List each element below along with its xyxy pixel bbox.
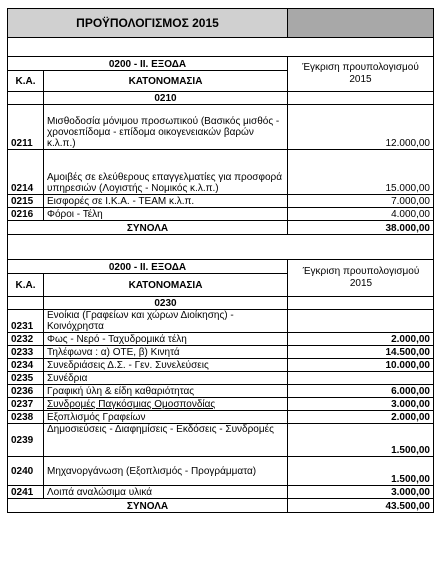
row-name: Εξοπλισμός Γραφείων [44,411,288,424]
row-amount: 10.000,00 [288,359,434,372]
row-name: Συνδρομές Παγκόσμιας Ομοσπονδίας [44,398,288,411]
row-amount: 3.000,00 [288,398,434,411]
row-amount: 3.000,00 [288,486,434,499]
name-header: ΚΑΤΟΝΟΜΑΣΙΑ [44,274,288,297]
row-name: Αμοιβές σε ελεύθερους επαγγελματίες για προσφορά υπηρεσιών (Λογιστής - Νομικός κ.λ.π.) [44,150,288,195]
code-header: Κ.Α. [8,274,44,297]
row-amount: 7.000,00 [288,195,434,208]
table-row [8,398,434,411]
amount-header [288,260,434,297]
row-name: Δημοσιεύσεις - Διαφημίσεις - Εκδόσεις - Συνδρομές [44,424,288,457]
row-name: Γραφική ύλη & είδη καθαριότητας [44,385,288,398]
row-code: 0234 [8,359,44,372]
section-row [8,260,434,274]
table-row [8,385,434,398]
group-row [8,297,434,310]
row-amount: 2.000,00 [288,411,434,424]
row-code: 0215 [8,195,44,208]
section-title: 0200 - ΙΙ. ΕΞΟΔΑ [8,260,288,274]
row-code: 0236 [8,385,44,398]
title-row [8,9,434,38]
row-code: 0214 [8,150,44,195]
table-row [8,150,434,195]
table-row [8,310,434,333]
page-title: ΠΡΟΫΠΟΛΟΓΙΣΜΟΣ 2015 [8,9,288,38]
row-amount: 1.500,00 [288,424,434,457]
group-code: 0230 [44,297,288,310]
row-code: 0216 [8,208,44,221]
name-header: ΚΑΤΟΝΟΜΑΣΙΑ [44,71,288,92]
row-name: Λοιπά αναλώσιμα υλικά [44,486,288,499]
group-code: 0210 [44,92,288,105]
row-name: Φως - Νερό - Ταχυδρομικά τέλη [44,333,288,346]
row-amount [288,372,434,385]
row-name: Ενοίκια (Γραφείων και χώρων Διοίκησης) - Κοινόχρηστα [44,310,288,333]
title-fill [288,9,434,38]
total-amount: 43.500,00 [288,499,434,513]
row-code: 0233 [8,346,44,359]
row-amount: 12.000,00 [288,105,434,150]
spacer [8,38,434,57]
row-code: 0231 [8,310,44,333]
total-label: ΣΥΝΟΛΑ [8,499,288,513]
table-row [8,195,434,208]
row-amount [288,310,434,333]
row-amount: 6.000,00 [288,385,434,398]
spacer [8,235,434,260]
group-row [8,92,434,105]
table-row [8,333,434,346]
row-amount: 2.000,00 [288,333,434,346]
row-code: 0241 [8,486,44,499]
amount-header [288,57,434,92]
table-row [8,457,434,486]
row-name: Συνεδριάσεις Δ.Σ. - Γεν. Συνελεύσεις [44,359,288,372]
row-name: Συνέδρια [44,372,288,385]
table-row [8,105,434,150]
total-amount: 38.000,00 [288,221,434,235]
table-row [8,346,434,359]
row-code: 0238 [8,411,44,424]
row-code: 0232 [8,333,44,346]
row-code: 0211 [8,105,44,150]
table-row [8,486,434,499]
total-row [8,499,434,513]
row-name: Μηχανοργάνωση (Εξοπλισμός - Προγράμματα) [44,457,288,486]
table-row [8,372,434,385]
row-amount: 15.000,00 [288,150,434,195]
row-code: 0239 [8,424,44,457]
row-name: Εισφορές σε Ι.Κ.Α. - ΤΕΑΜ κ.λ.π. [44,195,288,208]
table-row [8,208,434,221]
section-row [8,57,434,71]
amount-header-label: Έγκριση προυπολογισμού 2015 [302,266,420,289]
budget-sheet [7,8,433,513]
section-title: 0200 - ΙΙ. ΕΞΟΔΑ [8,57,288,71]
table-row [8,359,434,372]
table-row [8,411,434,424]
row-code: 0235 [8,372,44,385]
row-amount: 14.500,00 [288,346,434,359]
amount-header-label: Έγκριση προυπολογισμού 2015 [302,62,419,85]
row-name: Τηλέφωνα : α) ΟΤΕ, β) Κινητά [44,346,288,359]
row-name: Μισθοδοσία μόνιμου προσωπικού (Βασικός μισθός - χρονοεπίδομα - επίδομα οικογενειακών βαρών κ.λ.π.) [44,105,288,150]
row-amount: 4.000,00 [288,208,434,221]
row-name: Φόροι - Τέλη [44,208,288,221]
code-header: Κ.Α. [8,71,44,92]
row-amount: 1.500,00 [288,457,434,486]
total-row [8,221,434,235]
total-label: ΣΥΝΟΛΑ [8,221,288,235]
budget-table [7,8,434,513]
row-code: 0240 [8,457,44,486]
table-row [8,424,434,457]
row-code: 0237 [8,398,44,411]
